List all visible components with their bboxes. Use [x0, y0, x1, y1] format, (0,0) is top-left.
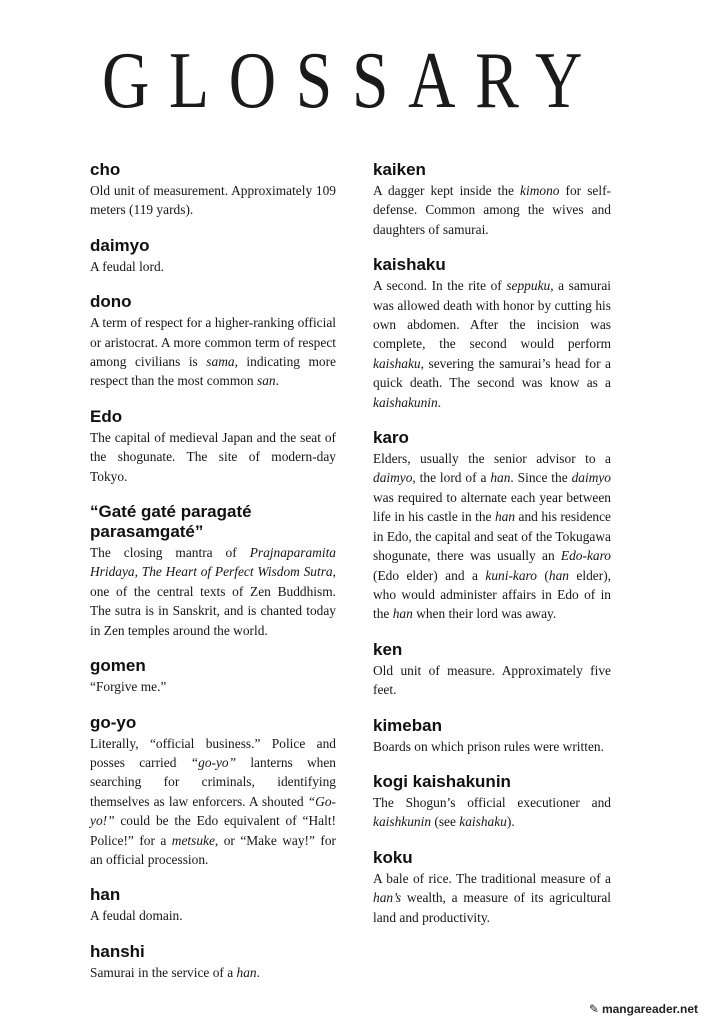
glossary-column-left	[90, 160, 336, 982]
glossary-term: karo	[373, 428, 409, 448]
glossary-term: han	[90, 885, 121, 905]
glossary-term: koku	[373, 847, 413, 867]
glossary-entry	[373, 640, 611, 700]
glossary-term: kogi kaishakunin	[373, 771, 511, 791]
glossary-definition: The capital of medieval Japan and the seat of the shogunate. The site of modern-day Tokyo.	[90, 429, 336, 484]
page-title: GLOSSARY	[101, 37, 603, 125]
glossary-definition: A second. In the rite of seppuku, a samurai was allowed death with honor by cutting his own abdomen. After the incision was complete, the second would perform kaishaku, severing the samurai’s head for a quick death. The second was know as a kaishakunin.	[373, 278, 612, 410]
glossary-entry	[90, 236, 336, 276]
glossary-definition: The closing mantra of Prajnaparamita Hridaya, The Heart of Perfect Wisdom Sutra, one of the central texts of Zen Buddhism. The sutra is in Sanskrit, and is chanted today in Zen temples around the world.	[90, 545, 336, 638]
watermark-text: mangareader.net	[601, 1002, 698, 1016]
glossary-term: Edo	[90, 406, 123, 426]
glossary-term: cho	[90, 160, 121, 179]
glossary-term: go-yo	[90, 712, 137, 732]
glossary-entry	[90, 885, 336, 925]
glossary-definition: Boards on which prison rules were written.	[373, 738, 604, 754]
glossary-definition: A term of respect for a higher-ranking official or aristocrat. A more common term of respect among civilians is sama, indicating more respect than the most common san.	[90, 315, 336, 389]
glossary-term: hanshi	[90, 941, 145, 961]
glossary-entry	[373, 848, 611, 927]
glossary-entry	[373, 255, 611, 412]
glossary-entry	[90, 656, 336, 696]
glossary-entry	[373, 716, 611, 756]
glossary-entry	[90, 292, 336, 391]
glossary-term: kaishaku	[373, 255, 446, 275]
glossary-definition: The Shogun’s official executioner and kaishkunin (see kaishaku).	[373, 794, 611, 830]
glossary-entry	[373, 160, 611, 239]
glossary-term: dono	[90, 292, 132, 312]
glossary-entry	[373, 772, 611, 832]
mangareader-logo-icon: ✎	[588, 1002, 599, 1016]
glossary-definition: A feudal lord.	[90, 258, 165, 274]
glossary-definition: A bale of rice. The traditional measure of a han’s wealth, a measure of its agricultural land and productivity.	[373, 870, 611, 925]
glossary-definition: Literally, “official business.” Police and posses carried “go-yo” lanterns when searching for criminals, identifying themselves as law enforcers. A shouted “Go-yo!” could be the Edo equivalent of “Halt! Police!” for a metsuke, or “Make way!” for an official procession.	[90, 735, 336, 867]
watermark	[589, 1002, 698, 1016]
glossary-definition: Elders, usually the senior advisor to a daimyo, the lord of a han. Since the daimyo was required to alternate each year between life in his castle in the han and his residence in Edo, the capital and seat of the Tokugawa shogunate, there was usually an Edo-karo (Edo elder) and a kuni-karo (han elder), who would administer affairs in Edo of in the han when their lord was away.	[373, 451, 611, 622]
glossary-entry	[90, 160, 336, 220]
glossary-entry	[90, 407, 336, 486]
glossary-column-right	[373, 160, 611, 927]
glossary-entry	[90, 713, 336, 870]
glossary-term: ken	[373, 639, 403, 659]
glossary-definition: A feudal domain.	[90, 908, 183, 924]
glossary-entry	[90, 502, 336, 640]
glossary-term: gomen	[90, 656, 146, 676]
glossary-term: “Gaté gaté paragaté parasamgaté”	[90, 502, 252, 542]
glossary-definition: “Forgive me.”	[90, 679, 167, 695]
glossary-term: kaiken	[373, 160, 426, 179]
glossary-entry	[373, 428, 611, 624]
glossary-term: kimeban	[373, 715, 442, 735]
glossary-definition: Samurai in the service of a han.	[90, 964, 260, 980]
glossary-term: daimyo	[90, 235, 150, 255]
glossary-definition: Old unit of measure. Approximately five feet.	[373, 662, 611, 698]
glossary-definition: A dagger kept inside the kimono for self-defense. Common among the wives and daughters of samurai.	[373, 183, 611, 237]
glossary-definition: Old unit of measurement. Approximately 109 meters (119 yards).	[90, 183, 336, 218]
glossary-entry	[90, 942, 336, 982]
